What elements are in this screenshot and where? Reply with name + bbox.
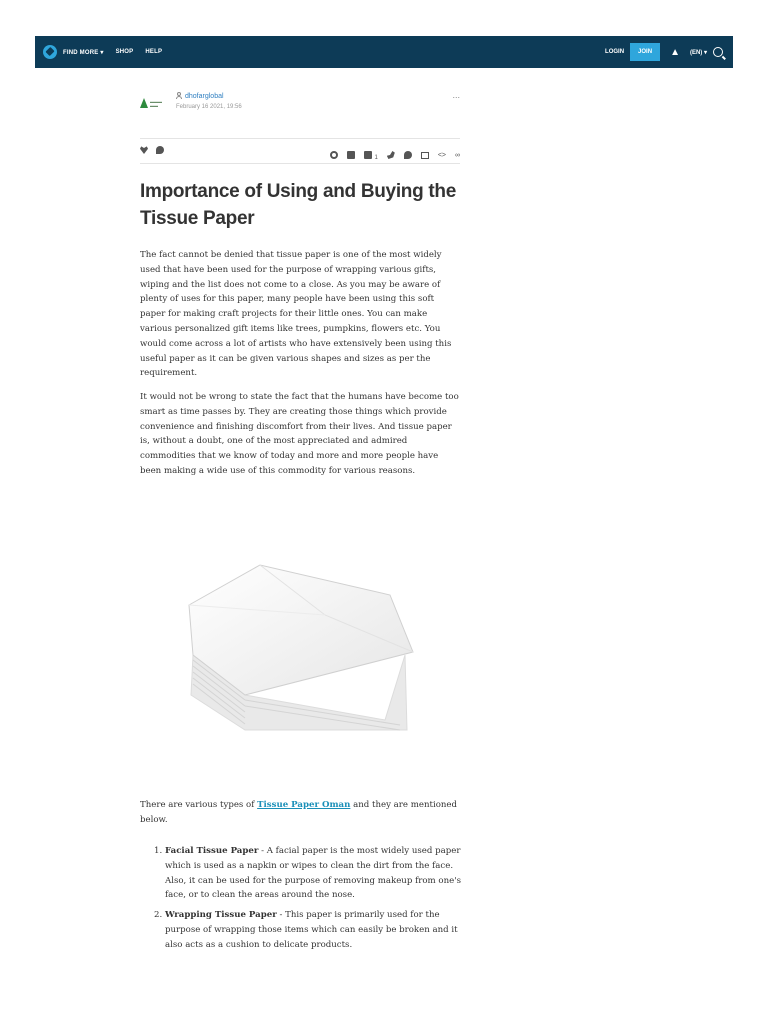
list-item-term: Facial Tissue Paper [165,846,259,856]
types-intro-paragraph: There are various types of Tissue Paper Oman and they are mentioned below. [140,800,457,825]
nav-right-group [605,36,727,68]
vk-icon [364,151,372,159]
nav-find-more[interactable]: FIND MORE ▾ [63,49,104,56]
list-item: 1. Facial Tissue Paper - A facial paper is the most widely used paper which is used as a napkin or wipes to clean the dirt from the face. Also, it can be used for the purpose of removing makeup from one's face, or to clean the areas around the nose. [154,846,461,901]
tissue-types-list [154,844,465,958]
mail-icon[interactable] [421,152,429,159]
twitter-icon[interactable] [387,151,395,159]
avatar-logo-lettering: ▬▬▬ ▬▬ [150,99,162,108]
heart-icon[interactable] [140,146,148,154]
post-author-block [140,92,460,122]
tissue-paper-image [185,560,420,735]
top-nav-bar [35,36,733,68]
login-link[interactable]: LOGIN [605,49,625,55]
whatsapp-icon[interactable] [404,151,412,159]
post-action-bar [140,138,460,164]
site-logo-icon[interactable] [43,45,57,59]
list-item-term: Wrapping Tissue Paper [165,910,277,921]
list-item-text: - This paper is primarily used for the purpose of wrapping those items which can easily be broken and it also acts as a cushion to delicate products. [165,910,458,950]
list-item-text: - A facial paper is the most widely used paper which is used as a napkin or wipes to clean the dirt from the face. Also, it can be used for the purpose of removing makeup from one's face, or to clean the areas around the nose. [165,846,461,901]
join-button[interactable]: JOIN [630,43,660,61]
more-options-button[interactable]: ... [452,90,460,100]
tissue-illustration [185,560,420,735]
bell-icon[interactable]: ▲ [670,46,680,58]
tag-icon[interactable] [330,151,338,159]
tissue-paper-oman-link[interactable]: Tissue Paper Oman [257,800,351,810]
post-date: February 16 2021, 19:56 [176,104,242,110]
link-icon[interactable]: ∞ [455,151,460,159]
tree-logo-icon [140,98,148,108]
article-paragraph-2: It would not be wrong to state the fact that the humans have become too smart as time passes by. They are creating those things which provide convenience and finishing discomfort from their lives. And tissue paper is, without a doubt, one of the most appreciated and admired commodities that we know of today and more and more people have been making a wide use of this commodity for various reasons. [140,392,459,476]
author-name[interactable]: dhofarglobal [176,92,224,100]
user-icon [176,92,182,99]
list-item: 2. Wrapping Tissue Paper - This paper is primarily used for the purpose of wrapping those items which can easily be broken and it also acts as a cushion to delicate products. [154,910,458,950]
vk-share[interactable] [364,146,377,164]
article-title: Importance of Using and Buying the Tissue Paper [140,181,456,229]
nav-shop[interactable]: SHOP [115,49,134,55]
nav-help[interactable]: HELP [145,49,163,55]
search-icon[interactable] [713,47,723,57]
embed-icon[interactable]: <> [437,151,446,159]
share-count: 1 [374,155,378,161]
author-avatar[interactable] [140,98,172,112]
language-selector[interactable]: (EN) ▾ [689,49,707,56]
reaction-group [140,146,164,154]
article-paragraph-1: The fact cannot be denied that tissue paper is one of the most widely used that have been used for the purpose of wrapping various gifts, wiping and the list does not come to a close. As you may be aware of plenty of uses for this paper, many people have been using this soft paper for making craft projects for their little ones. You can make various personalized gift items like trees, pumpkins, flowers etc. You would come across a lot of artists who have extensively been using this useful paper as it can be given various shapes and sizes as per the requirement. [140,250,452,379]
share-group [330,146,460,164]
facebook-icon[interactable] [347,151,355,159]
comment-icon[interactable] [156,146,164,154]
